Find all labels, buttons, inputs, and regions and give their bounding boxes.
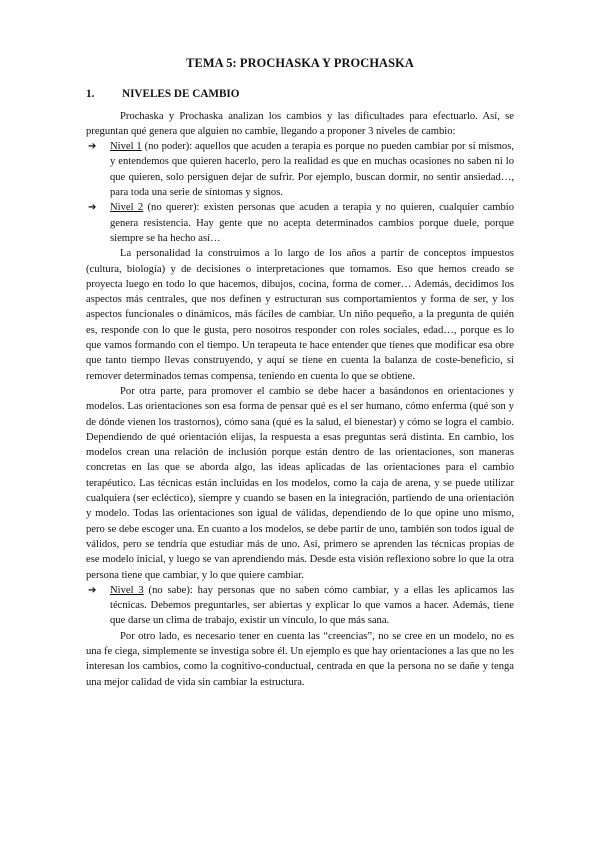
arrow-icon: ➔ (88, 202, 97, 214)
intro-paragraph: Prochaska y Prochaska analizan los cambios y las dificultades para efectuarlo. Así, se preguntan qué genera que alguien no cambie, llegando a proponer 3 niveles de cambio: (86, 110, 514, 137)
level-2-text (110, 200, 514, 246)
beliefs-paragraph: Por otro lado, es necesario tener en cuenta las “creencias”, no se cree en un modelo, no es una fe ciega, simplemente se investiga sobre él. Un ejemplo es que hay orientaciones a las que no les interesan los cambios, como la cognitivo-conductual, centrada en que la persona no se dañe y tenga una mejor calidad de vida sin cambiar la estructura. (86, 630, 514, 688)
orientations-paragraph: Por otra parte, para promover el cambio se debe hacer a basándonos en orientaciones y modelos. Las orientaciones son esa forma de pensar qué es el ser humano, cómo enferma (qué son y de dónde vienen los trastornos), cómo sana (qué es la salud, el bienestar) y cómo se logra el cambio. Dependiendo de qué orientación elijas, la respuesta a esas preguntas será distinta. En cambio, los modelos crean una relación de inclusión porque están dentro de las orientaciones, son maneras concretas en las que se aborda algo, las ideas aplicadas de las orientaciones para el cambio terapéutico. Las técnicas están incluidas en los modelos, como la caja de arena, y se puede utilizar cualquiera (ser ecléctico), siempre y cuando se basen en la integración, partiendo de una orientación y modelo. Todas las orientaciones son igual de válidas, dependiendo de lo que opine uno mismo, pero se debe escoger una. En cuanto a los modelos, se debe partir de uno, también son todos igual de válidos, pero se tendría que estudiar más de uno. Así, primero se aprenden las técnicas propias de ese modelo inicial, y luego se van aprendiendo más. Desde esta visión reflexiono sobre lo que la otra persona tiene que cambiar, y lo que quiere cambiar. (86, 385, 514, 581)
level-1-text (110, 139, 514, 200)
level-3-item (88, 583, 514, 629)
arrow-icon: ➔ (88, 141, 97, 153)
level-3-label: Nivel 3 (110, 584, 144, 596)
level-2-item (88, 200, 514, 246)
document-title: TEMA 5: PROCHASKA Y PROCHASKA (186, 56, 414, 70)
personality-paragraph: La personalidad la construimos a lo largo de los años a partir de conceptos impuestos (cultura, biología) y de decisiones o interpretaciones que tomamos. Eso que hemos creado se proyecta luego en todo lo que hacemos, dibujos, cocina, forma de comer… Además, decidimos los aspectos más centrales, que nos definen y estructuran sus comportamientos y forma de ser, y los aspectos funcionales o dinámicos, más fáciles de cambiar. Un niño pequeño, a la pregunta de quién es, responde con lo que le gusta, pero nosotros responder con roles sociales, edad…, porque es lo que vamos formando con el tiempo. Un terapeuta te hace entender que tienes que modificar esa obre que tanto tiempo llevas construyendo, y aquí se tiene en cuenta la balanza de coste-beneficio, si remover determinados temas compensa, teniendo en cuenta lo que se obtiene. (86, 248, 514, 382)
level-2-description: (no querer): existen personas que acuden a terapia y no quieren, cualquier cambio genera resistencia. Hay gente que no acepta determinados cambios porque duele, porque siempre se ha hecho así… (110, 202, 514, 244)
section-number: 1. (86, 88, 95, 101)
level-1-description: (no poder): aquellos que acuden a terapia es porque no pueden cambiar por sí mismos, y entendemos que quieren hacerlo, pero la realidad es que en muchas ocasiones no saben ni lo que quieren, solo persiguen dejar de sufrir. Por ejemplo, buscan dormir, no sentir ansiedad…, para toda una serie de síntomas y signos. (110, 141, 515, 199)
section-heading (86, 87, 514, 102)
level-1-item (88, 139, 514, 200)
level-1-label: Nivel 1 (110, 141, 142, 153)
section-title: NIVELES DE CAMBIO (122, 88, 240, 101)
level-3-text (110, 583, 514, 629)
level-2-label: Nivel 2 (110, 202, 144, 214)
level-3-description: (no sabe): hay personas que no saben cómo cambiar, y a ellas les aplicamos las técnicas. Debemos preguntarles, ser abiertas y explicar lo que vamos a hacer. Además, tiene que darse un clima de trabajo, existir un vínculo, lo que más sana. (110, 584, 514, 627)
arrow-icon: ➔ (88, 584, 97, 596)
